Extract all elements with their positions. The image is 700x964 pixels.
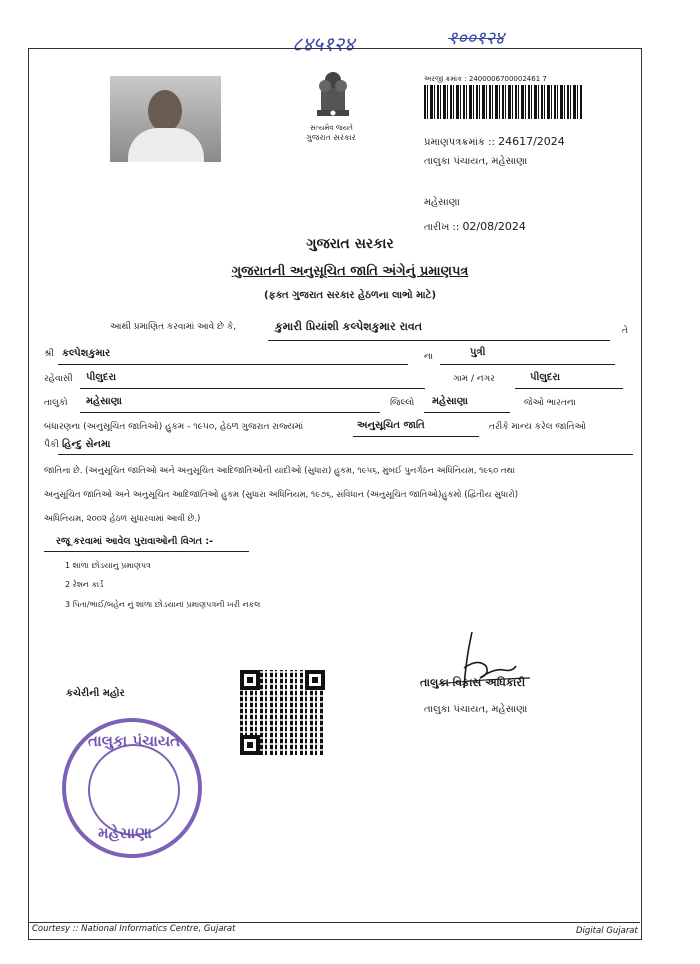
legal-paragraph-line2: અનુસૂચિત જાતિઓ અને અનુસૂચિત આદિજાતિઓ હુકમ (સુધારા અધિનિયમ, ૧૯૭૬, સંવિધાન (અનુસૂચિત જાતિઓ)હુકમો (દ્વિતીય સુધારો): [44, 490, 519, 500]
village-label: ગામ / નગર: [453, 374, 495, 384]
signatory-designation: તાલુકા વિકાસ અધિકારી: [420, 676, 526, 689]
certificate-date: 02/08/2024: [462, 220, 526, 233]
applicant-photo: [110, 76, 221, 162]
application-number: 2400006700002461 7: [468, 75, 547, 83]
brand-text: Digital Gujarat: [576, 926, 638, 936]
district-value: મહેસાણા: [432, 396, 468, 407]
legal-paragraph-line3: અધિનિયમ, ૨૦૦૨ હેઠળ સુધારવામાં આવી છે.): [44, 514, 201, 524]
seal-top-text: તાલુકા પંચાયત: [88, 732, 181, 750]
issuing-place: મહેસાણા: [424, 197, 460, 208]
courtesy-text: Courtesy :: National Informatics Centre, Gujarat: [32, 924, 236, 934]
certificate-number-row: [424, 135, 565, 148]
district-label: જિલ્લો: [390, 398, 415, 408]
barcode: [424, 85, 582, 119]
certify-prefix: આથી પ્રમાણિત કરવામાં આવે છે કે,: [110, 322, 237, 332]
issuing-office: તાલુકા પંચાયત, મહેસાણા: [424, 156, 528, 167]
certificate-number: 24617/2024: [498, 135, 565, 148]
resident-label: રહેવાસી: [44, 374, 73, 384]
certificate-title: ગુજરાતની અનુસૂચિત જાતિ અંગેનું પ્રમાણપત્ર: [231, 264, 469, 279]
te-label: તે: [622, 326, 628, 336]
emblem-label: ગુજરાત સરકાર: [306, 133, 356, 142]
applicant-name: કુમારી પ્રિયાંશી કલ્પેશકુમાર રાવત: [275, 320, 423, 333]
recognised-text: તરીકે માન્ય કરેલ જાતિઓ: [489, 422, 586, 432]
category-value: અનુસૂચિત જાતિ: [357, 420, 425, 431]
emblem-motto: સત્યમેવ જયતે: [310, 124, 353, 132]
resident-value: પીલુદરા: [86, 372, 117, 383]
certificate-number-label: પ્રમાણપત્રક્રમાંક ::: [424, 137, 495, 148]
government-heading: ગુજરાત સરકાર: [306, 236, 394, 252]
shri-label: શ્રી: [44, 349, 54, 359]
evidence-item-3: 3 પિતા/ભાઈ/બહેન નું શાળા છોડયાનાં પ્રમાણપત્રની ખરી નકલ: [65, 600, 261, 609]
certificate-subtitle: (ફક્ત ગુજરાત સરકાર હેઠળના લાભો માટે): [263, 290, 437, 301]
application-number-label: અરજી ક્રમાંક :: [424, 75, 467, 83]
handwritten-number-right: १००१२४: [448, 28, 505, 49]
relation: પુત્રી: [470, 347, 486, 358]
certificate-date-row: [424, 220, 526, 233]
legal-paragraph-line1: જાતિના છે. (અનુસૂચિત જાતિઓ અને અનુસૂચિત આદિજાતિઓની યાદીઓ (સુધારા) હુકમ, ૧૯૫૬, મુંબઈ પુનર્ગઠન અધિનિયમ, ૧૯૬૦ તથા: [44, 466, 516, 476]
na-label: ના: [424, 352, 433, 362]
taluka-label: તાલુકો: [44, 398, 68, 408]
taluka-value: મહેસાણા: [86, 396, 122, 407]
office-seal-label: કચેરીની મહોર: [66, 688, 125, 699]
caste-value: હિન્દુ સેનમા: [62, 439, 111, 450]
application-number-row: [424, 75, 547, 84]
constitution-text: બંધારણના (અનુસૂચિત જાતિઓ) હુકમ - ૧૯૫૦, હેઠળ ગુજરાત રાજ્યમાં: [44, 422, 304, 432]
qr-code: [240, 670, 325, 755]
office-seal-stamp: [62, 718, 202, 858]
certificate-date-label: તારીખ ::: [424, 222, 460, 233]
evidence-item-1: 1 શાળા છોડયાનુ પ્રમાણપત્ર: [65, 561, 151, 570]
signatory-office: તાલુકા પંચાયત, મહેસાણા: [424, 704, 528, 715]
seal-bottom-text: મહેસાણા: [98, 824, 152, 842]
handwritten-number-left: ८४५१२४: [292, 32, 355, 56]
village-value: પીલુદરા: [530, 372, 561, 383]
evidence-heading: રજૂ કરવામાં આવેલ પુરાવાઓની વિગત :-: [56, 536, 214, 547]
evidence-item-2: 2 રેશન કાર્ડ: [65, 580, 104, 589]
national-emblem-icon: [303, 60, 363, 132]
father-name: કલ્પેશકુમાર: [62, 348, 111, 359]
peta-label: પૈકી: [44, 440, 59, 450]
country-suffix: જેઓ ભારતના: [524, 398, 576, 408]
